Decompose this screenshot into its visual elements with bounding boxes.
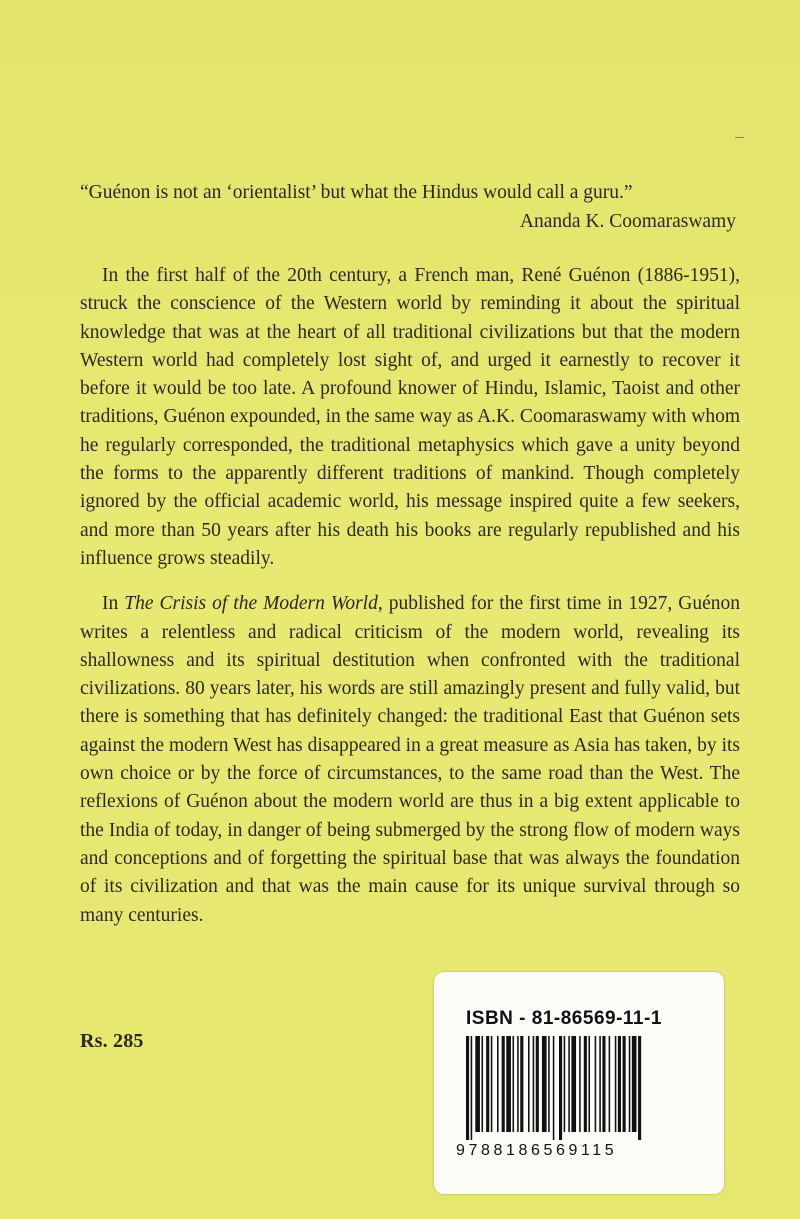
barcode-bar <box>482 1036 484 1132</box>
barcode-bar <box>486 1036 489 1132</box>
barcode-bar <box>536 1036 539 1132</box>
quote-author: Ananda K. Coomaraswamy <box>519 211 736 232</box>
isbn-sticker <box>434 972 724 1194</box>
barcode-bar <box>568 1036 570 1132</box>
barcode-bar <box>502 1036 505 1132</box>
barcode-bar <box>553 1036 555 1140</box>
barcode-bar <box>559 1036 562 1140</box>
barcode-bar <box>618 1036 621 1132</box>
barcode-digits: 9788186569115 <box>456 1142 618 1159</box>
barcode-bar <box>466 1036 469 1140</box>
barcode-bar <box>609 1036 611 1132</box>
barcode-bar <box>517 1036 519 1132</box>
barcode-bar <box>602 1036 605 1132</box>
barcode-bar <box>564 1036 566 1132</box>
barcode-bar <box>615 1036 617 1132</box>
blurb-paragraph-2 <box>80 590 740 930</box>
epigraph-quote <box>80 178 740 236</box>
paragraph-rest: , published for the first time in 1927, Guénon writes a relentless and radical criticism of the modern world, revealing its shallowness and its spiritual destitution when confronted with the traditional civilizations. 80 years later, his words are still amazingly present and fully valid, but there is something that has definitely changed: the traditional East that Guénon sets against the modern West has disappeared in a great measure as Asia has taken, by its own choice or by the force of circumstances, to the same road than the West. The reflexions of Guénon about the modern world are thus in a big extent applicable to the India of today, in danger of being submerged by the strong flow of modern ways and conceptions and of forgetting the spiritual base that was always the foundation of its civilization and that was the main cause for its unique survival through so many centuries. <box>80 593 740 926</box>
price-label: Rs. 285 <box>80 1030 144 1052</box>
barcode-bar <box>623 1036 626 1132</box>
barcode-bar <box>497 1036 499 1132</box>
barcode-bar <box>571 1036 576 1132</box>
barcode-bar <box>588 1036 590 1132</box>
barcode-bar <box>548 1036 550 1132</box>
blurb-paragraph-1: In the first half of the 20th century, a French man, René Guénon (1886-1951), struck the conscience of the Western world by reminding it about the spiritual knowledge that was at the heart of all traditional civilizations but that the modern Western world had completely lost sight of, and urged it earnestly to recover it before it would be too late. A profound knower of Hindu, Islamic, Taoist and other traditions, Guénon expounded, in the same way as A.K. Coomaraswamy with whom he regularly corresponded, the traditional metaphysics which gave a unity beyond the forms to the apparently different traditions of mankind. Though completely ignored by the official academic world, his message inspired quite a few seekers, and more than 50 years after his death his books are regularly republished and his influence grows steadily. <box>80 265 740 569</box>
quote-text: “Guénon is not an ‘orientalist’ but what the Hindus would call a guru.” <box>80 182 633 203</box>
barcode-bar <box>471 1036 473 1140</box>
barcode-image <box>464 1036 696 1140</box>
paragraph-prefix: In <box>102 593 125 615</box>
barcode-bar <box>533 1036 535 1132</box>
barcode-bar <box>513 1036 515 1132</box>
barcode-bar <box>638 1036 641 1140</box>
barcode-bar <box>629 1036 631 1132</box>
blurb-text <box>80 262 740 947</box>
barcode-bar <box>475 1036 480 1132</box>
barcode-bar <box>491 1036 493 1132</box>
barcode <box>464 1036 696 1140</box>
cover-mark <box>735 137 744 138</box>
barcode-bar <box>520 1036 523 1132</box>
barcode-bar <box>542 1036 547 1132</box>
barcode-bar <box>506 1036 511 1132</box>
barcode-bar <box>528 1036 530 1132</box>
barcode-bar <box>579 1036 581 1132</box>
barcode-bar <box>584 1036 587 1132</box>
book-title: The Crisis of the Modern World <box>124 593 378 615</box>
barcode-bar <box>632 1036 637 1132</box>
barcode-bar <box>595 1036 597 1132</box>
barcode-bar <box>599 1036 601 1132</box>
isbn-number: ISBN - 81-86569-11-1 <box>466 1008 662 1029</box>
